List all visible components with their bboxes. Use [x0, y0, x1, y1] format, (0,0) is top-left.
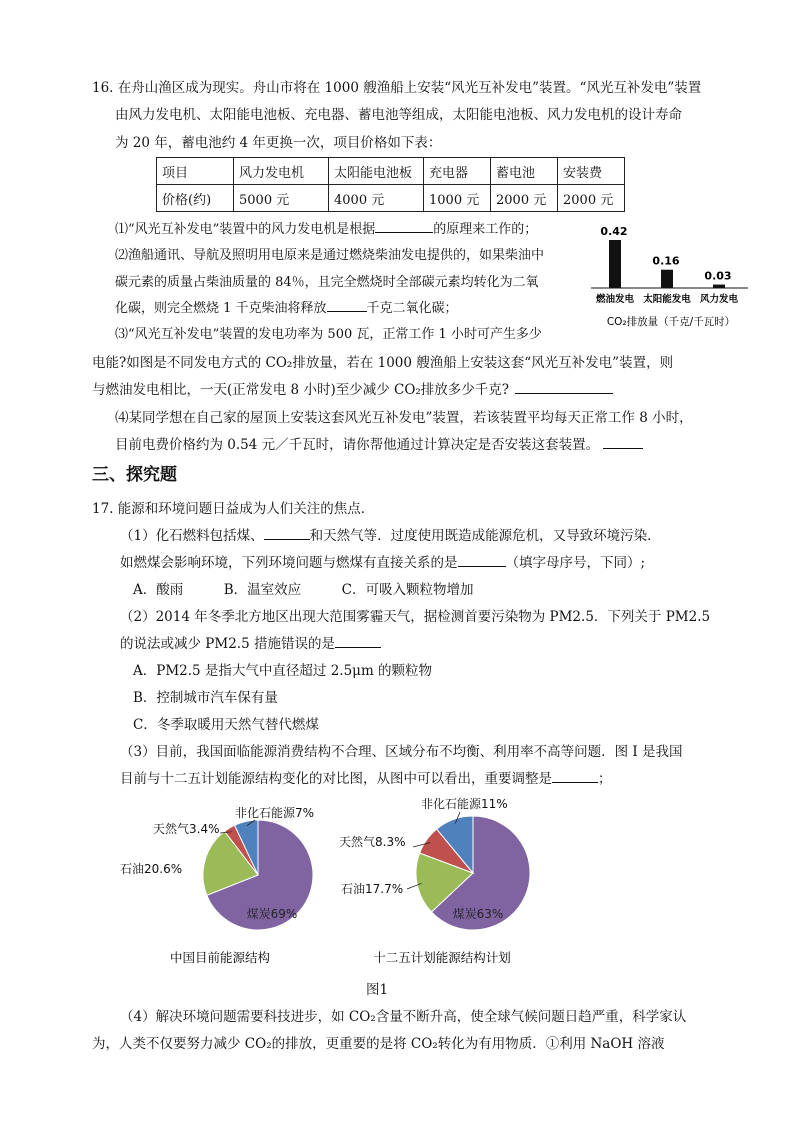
text: 和天然气等．过度使用既造成能源危机，又导致环境污染．: [309, 528, 661, 544]
pie-slice-label: 天然气8.3%: [339, 835, 406, 849]
q16-part-3-line-3: [92, 378, 613, 398]
text: ⑴“风光互补发电”装置中的风力发电机是根据: [115, 222, 376, 237]
q17-part-1-options: A．酸雨 B．温室效应 C．可吸入颗粒物增加: [133, 582, 474, 598]
q16-part-3-line-2: 电能?如图是不同发电方式的 CO₂排放量，若在 1000 艘渔船上安装这套“风光互补发电”装置，则: [92, 355, 674, 371]
q16-line-2: 由风力发电机、太阳能电池板、充电器、蓄电池等组成，太阳能电池板、风力发电机的设计寿命: [115, 107, 682, 123]
pie-chart-current: [115, 795, 345, 975]
q16-part-2-line-2: 碳元素的质量占柴油质量的 84％，且完全燃烧时全部碳元素均转化为二氧: [115, 275, 539, 290]
table-cell: 价格(约): [157, 185, 234, 212]
pie-slice-label: 非化石能源11%: [421, 797, 508, 811]
q16-line-1: 16. 在舟山渔区成为现实。舟山市将在 1000 艘渔船上安装“风光互补发电”装置。“风光互补发电”装置: [92, 80, 702, 96]
section-heading: 三、探究题: [92, 465, 177, 485]
q17-part-4-line-1: （4）解决环境问题需要科技进步，如 CO₂含量不断升高，使全球气候问题日趋严重，科学家认: [120, 1009, 687, 1025]
answer-blank[interactable]: [552, 768, 598, 783]
answer-blank[interactable]: [335, 633, 381, 648]
text: 千克二氧化碳；: [366, 301, 458, 316]
text: 的说法或减少 PM2.5 措施错误的是: [120, 636, 335, 652]
q16-part-4-line-2: [115, 433, 643, 453]
text: 目前电费价格约为 0.54 元／千瓦时，请你帮他通过计算决定是否安装这套装置。: [115, 437, 600, 453]
table-cell: 充电器: [424, 158, 491, 185]
q17-part-3-line-1: （3）目前，我国面临能源消费结构不合理、区域分布不均衡、利用率不高等问题．图 I 是我国: [120, 744, 683, 760]
bar: [609, 240, 621, 288]
pie-slice-label: 石油20.6%: [120, 862, 183, 876]
price-table: [156, 157, 625, 212]
q16-part-1: [115, 218, 537, 237]
q17-part-2-line-1: （2）2014 年冬季北方地区出现大范围雾霾天气，据检测首要污染物为 PM2.5．下列关于 PM2.5: [120, 609, 711, 625]
answer-blank[interactable]: [603, 434, 643, 449]
table-cell: 5000 元: [234, 185, 329, 212]
pie-slice-label: 非化石能源7%: [235, 806, 315, 820]
q17-part-1-line-1: [120, 524, 661, 544]
text: （1）化石燃料包括煤、: [120, 528, 264, 544]
pie-slice-label: 煤炭63%: [452, 907, 504, 921]
bar: [713, 285, 725, 288]
pie-chart-plan: [335, 790, 565, 975]
answer-blank[interactable]: [264, 525, 310, 540]
table-cell: 2000 元: [558, 185, 625, 212]
table-cell: 4000 元: [329, 185, 424, 212]
text: 的原理来工作的；: [433, 222, 538, 237]
pie-slice-label: 天然气3.4%: [153, 822, 220, 836]
figure-caption: 图1: [366, 982, 389, 998]
answer-blank[interactable]: [515, 379, 613, 394]
q17-part-4-line-2: 为，人类不仅要努力减少 CO₂的排放，更重要的是将 CO₂转化为有用物质．①利用 NaOH 溶液: [92, 1036, 665, 1052]
price-table-header-row: [157, 158, 625, 185]
q16-part-4-line-1: ⑷某同学想在自己家的屋顶上安装这套风光互补发电”装置，若该装置平均每天正常工作 8 小时，: [115, 410, 693, 426]
table-cell: 太阳能电池板: [329, 158, 424, 185]
q16-part-3-line-1: ⑶“风光互补发电”装置的发电功率为 500 瓦，正常工作 1 小时可产生多少: [115, 327, 542, 342]
bar-value-label: 0.42: [600, 225, 628, 238]
answer-blank[interactable]: [375, 218, 433, 233]
q17-part-1-line-2: [120, 551, 645, 571]
q17-option-b: B．控制城市汽车保有量: [133, 690, 278, 706]
q17-part-2-line-2: [120, 632, 381, 652]
text: 目前与十二五计划能源结构变化的对比图，从图中可以看出，重要调整是: [120, 771, 552, 787]
x-axis-label: CO₂排放量（千克/千瓦时）: [606, 316, 736, 328]
answer-blank[interactable]: [327, 297, 367, 312]
text: （填字母序号，下同）;: [505, 555, 646, 571]
pie-slice-label: 石油17.7%: [341, 882, 404, 896]
table-cell: 风力发电机: [234, 158, 329, 185]
answer-blank[interactable]: [458, 552, 506, 567]
table-cell: 项目: [157, 158, 234, 185]
pie-chart-title: 中国目前能源结构: [169, 950, 271, 965]
text: 如燃煤会影响环境，下列环境问题与燃煤有直接关系的是: [120, 555, 458, 571]
q17-line-1: 17. 能源和环境问题日益成为人们关注的焦点．: [92, 501, 375, 517]
pie-slice-label: 煤炭69%: [246, 907, 298, 921]
q17-option-a: A．PM2.5 是指大气中直径超过 2.5μm 的颗粒物: [133, 663, 433, 679]
bar-value-label: 0.03: [704, 269, 732, 283]
table-cell: 1000 元: [424, 185, 491, 212]
text: 化碳，则完全燃烧 1 千克柴油将释放: [115, 301, 327, 316]
q17-part-3-line-2: [120, 767, 612, 787]
q16-part-2-line-3: [115, 297, 458, 316]
bar-category-label: 燃油发电: [595, 294, 635, 305]
text: 与燃油发电相比，一天(正常发电 8 小时)至少减少 CO₂排放多少千克?: [92, 382, 510, 398]
text: ；: [598, 771, 612, 787]
q16-line-3: 为 20 年，蓄电池约 4 年更换一次，项目价格如下表：: [115, 135, 442, 151]
table-cell: 2000 元: [491, 185, 558, 212]
bar-category-label: 太阳能发电: [643, 294, 691, 305]
bar-value-label: 0.16: [652, 254, 680, 268]
q16-part-2-line-1: ⑵渔船通讯、导航及照明用电原来是通过燃烧柴油发电提供的，如果柴油中: [115, 248, 545, 263]
bar: [661, 270, 673, 288]
table-cell: 蓄电池: [491, 158, 558, 185]
pie-chart-title: 十二五计划能源结构计划: [373, 950, 511, 965]
table-cell: 安装费: [558, 158, 625, 185]
q17-option-c: C．冬季取暖用天然气替代燃煤: [133, 717, 319, 733]
co2-emission-bar-chart: [583, 222, 753, 332]
bar-category-label: 风力发电: [699, 294, 739, 305]
price-table-row: [157, 185, 625, 212]
